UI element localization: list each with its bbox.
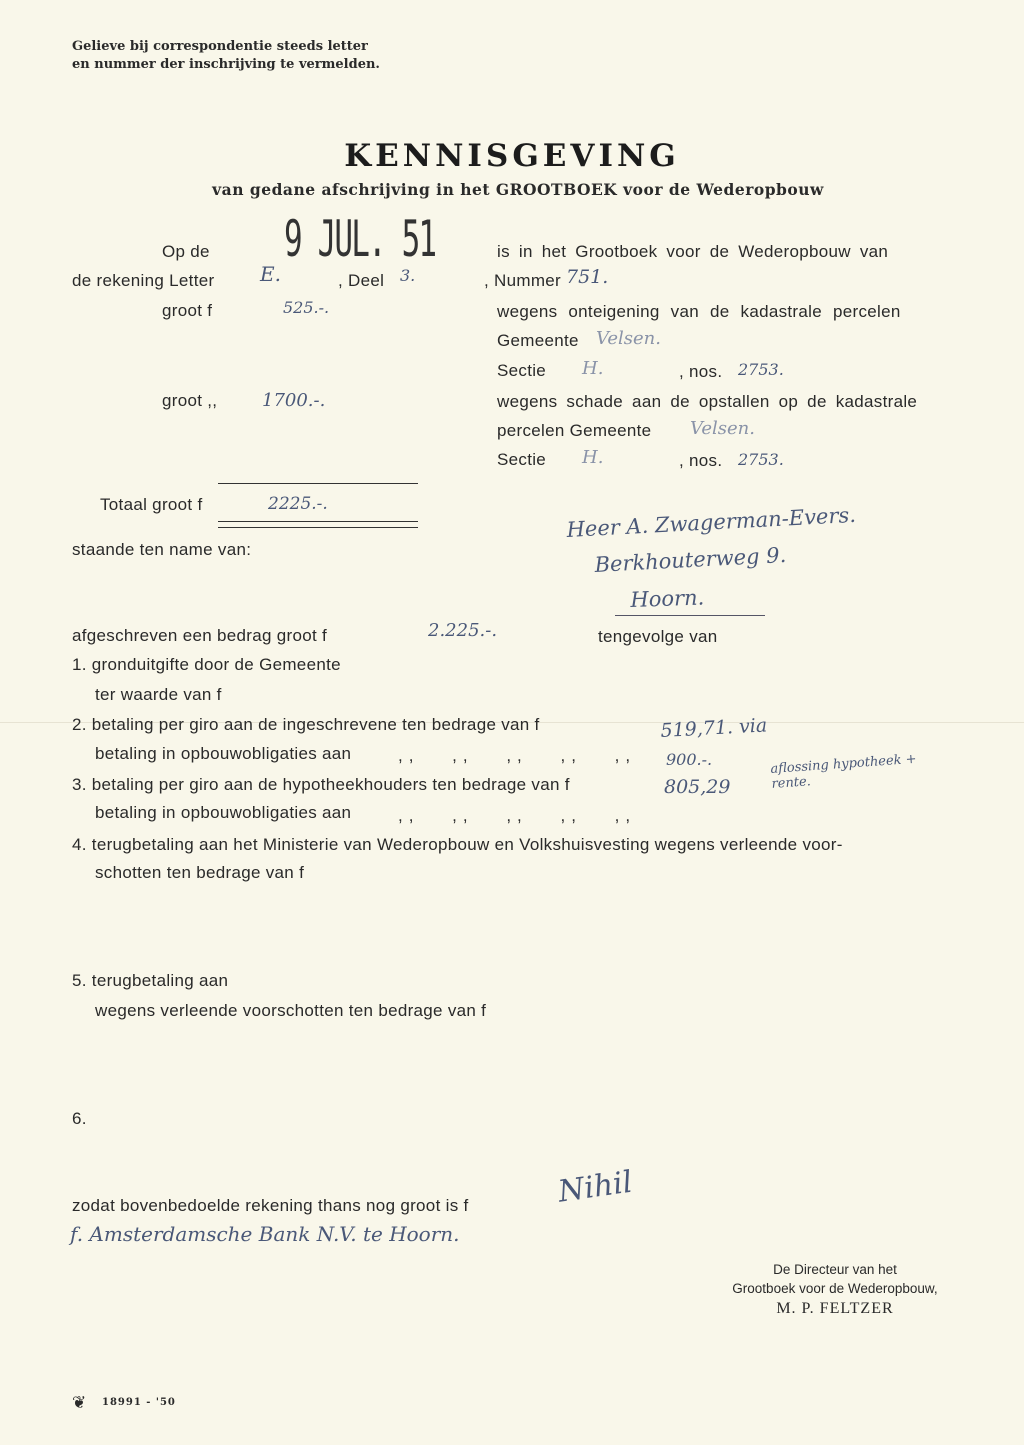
document-subtitle: van gedane afschrijving in het GROOTBOEK voor de Wederopbouw: [212, 180, 824, 199]
item-5-line-2: wegens verleende voorschotten ten bedrage van f: [95, 1001, 487, 1020]
percelen-gemeente-value: Velsen.: [690, 418, 755, 439]
item-2-amount-giro: 519,71. via: [660, 714, 768, 742]
nos-label-2: , nos.: [679, 451, 723, 470]
op-de-label: Op de: [162, 242, 210, 261]
sectie-label-2: Sectie: [497, 450, 547, 469]
afgeschreven-amount: 2.225.-.: [428, 620, 498, 641]
percelen-gemeente-label: percelen Gemeente: [497, 421, 652, 440]
item-3-line-1: 3. betaling per giro aan de hypotheekhouders ten bedrage van f: [72, 775, 570, 794]
item-1-line-1: 1. gronduitgifte door de Gemeente: [72, 655, 341, 674]
sectie-label-1: Sectie: [497, 361, 547, 380]
owner-name: Heer A. Zwagerman-Evers.: [566, 502, 857, 542]
item-6: 6.: [72, 1109, 87, 1128]
totaal-amount: 2225.-.: [268, 494, 328, 514]
signature-title-2: Grootboek voor de Wederopbouw,: [732, 1281, 938, 1296]
afgeschreven-label: afgeschreven een bedrag groot f: [72, 626, 328, 645]
gemeente-label-1: Gemeente: [497, 331, 579, 350]
document-title: KENNISGEVING: [344, 138, 680, 174]
tengevolge-label: tengevolge van: [598, 627, 718, 646]
total-rule-double-2: [218, 527, 418, 528]
item-1-line-2: ter waarde van f: [95, 685, 222, 704]
signature-block: [700, 1260, 970, 1318]
deel-label: , Deel: [338, 271, 385, 290]
onteigening-text: wegens onteigening van de kadastrale percelen: [497, 302, 901, 321]
nos-value-2: 2753.: [738, 450, 784, 469]
bank-note: f. Amsterdamsche Bank N.V. te Hoorn.: [70, 1222, 460, 1246]
date-stamp: 9 JUL. 51: [284, 210, 436, 268]
sectie-value-2: H.: [582, 447, 604, 468]
sectie-value-1: H.: [582, 358, 604, 379]
groot-amount-2: 1700.-.: [262, 390, 326, 411]
item-2-line-1: 2. betaling per giro aan de ingeschrevene ten bedrage van f: [72, 715, 540, 734]
item-2-ditto: ,, ,, ,, ,, ,,: [398, 746, 637, 765]
item-3-note: aflossing hypotheek + rente.: [770, 751, 918, 792]
printer-emblem-icon: ❦: [72, 1393, 87, 1413]
item-3-line-2: betaling in opbouwobligaties aan: [95, 803, 352, 822]
nummer-value: 751.: [566, 266, 609, 288]
nos-value-1: 2753.: [738, 360, 784, 379]
total-rule-double-1: [218, 521, 418, 522]
item-2-line-2: betaling in opbouwobligaties aan: [95, 744, 352, 763]
item-4-line-1: 4. terugbetaling aan het Ministerie van Wederopbouw en Volkshuisvesting wegens verleende voor-: [72, 835, 843, 854]
signature-name: M. P. FELTZER: [776, 1300, 894, 1317]
staande-label: staande ten name van:: [72, 540, 252, 559]
grootboek-text: is in het Grootboek voor de Wederopbouw van: [497, 242, 889, 261]
item-4-line-2: schotten ten bedrage van f: [95, 863, 305, 882]
groot-amount-1: 525.-.: [283, 298, 330, 317]
groot-label-1: groot f: [162, 301, 213, 320]
item-3-ditto: ,, ,, ,, ,, ,,: [398, 806, 637, 825]
groot-label-2: groot ,,: [162, 391, 218, 410]
rekening-letter-label: de rekening Letter: [72, 271, 215, 290]
city-underline: [615, 615, 765, 616]
remaining-balance-value: Nihil: [556, 1164, 635, 1210]
item-3-amount: 805,29: [664, 776, 731, 798]
correspondence-note: Gelieve bij correspondentie steeds letter en nummer der inschrijving te vermelden.: [72, 39, 380, 72]
item-2-amount-obligaties: 900.-.: [666, 750, 713, 769]
printer-code: 18991 - '50: [102, 1397, 176, 1408]
nummer-label: , Nummer: [484, 271, 562, 290]
schade-text: wegens schade aan de opstallen op de kadastrale: [497, 392, 918, 411]
nos-label-1: , nos.: [679, 362, 723, 381]
total-rule-top: [218, 483, 418, 484]
owner-city: Hoorn.: [630, 585, 705, 612]
totaal-label: Totaal groot f: [100, 495, 203, 514]
item-5-line-1: 5. terugbetaling aan: [72, 971, 229, 990]
owner-address: Berkhouterweg 9.: [594, 542, 787, 577]
signature-title-1: De Directeur van het: [773, 1262, 897, 1277]
gemeente-value-1: Velsen.: [596, 328, 661, 349]
deel-value: 3.: [400, 266, 416, 285]
letter-value: E.: [260, 262, 281, 286]
remaining-balance-label: zodat bovenbedoelde rekening thans nog groot is f: [72, 1196, 469, 1215]
